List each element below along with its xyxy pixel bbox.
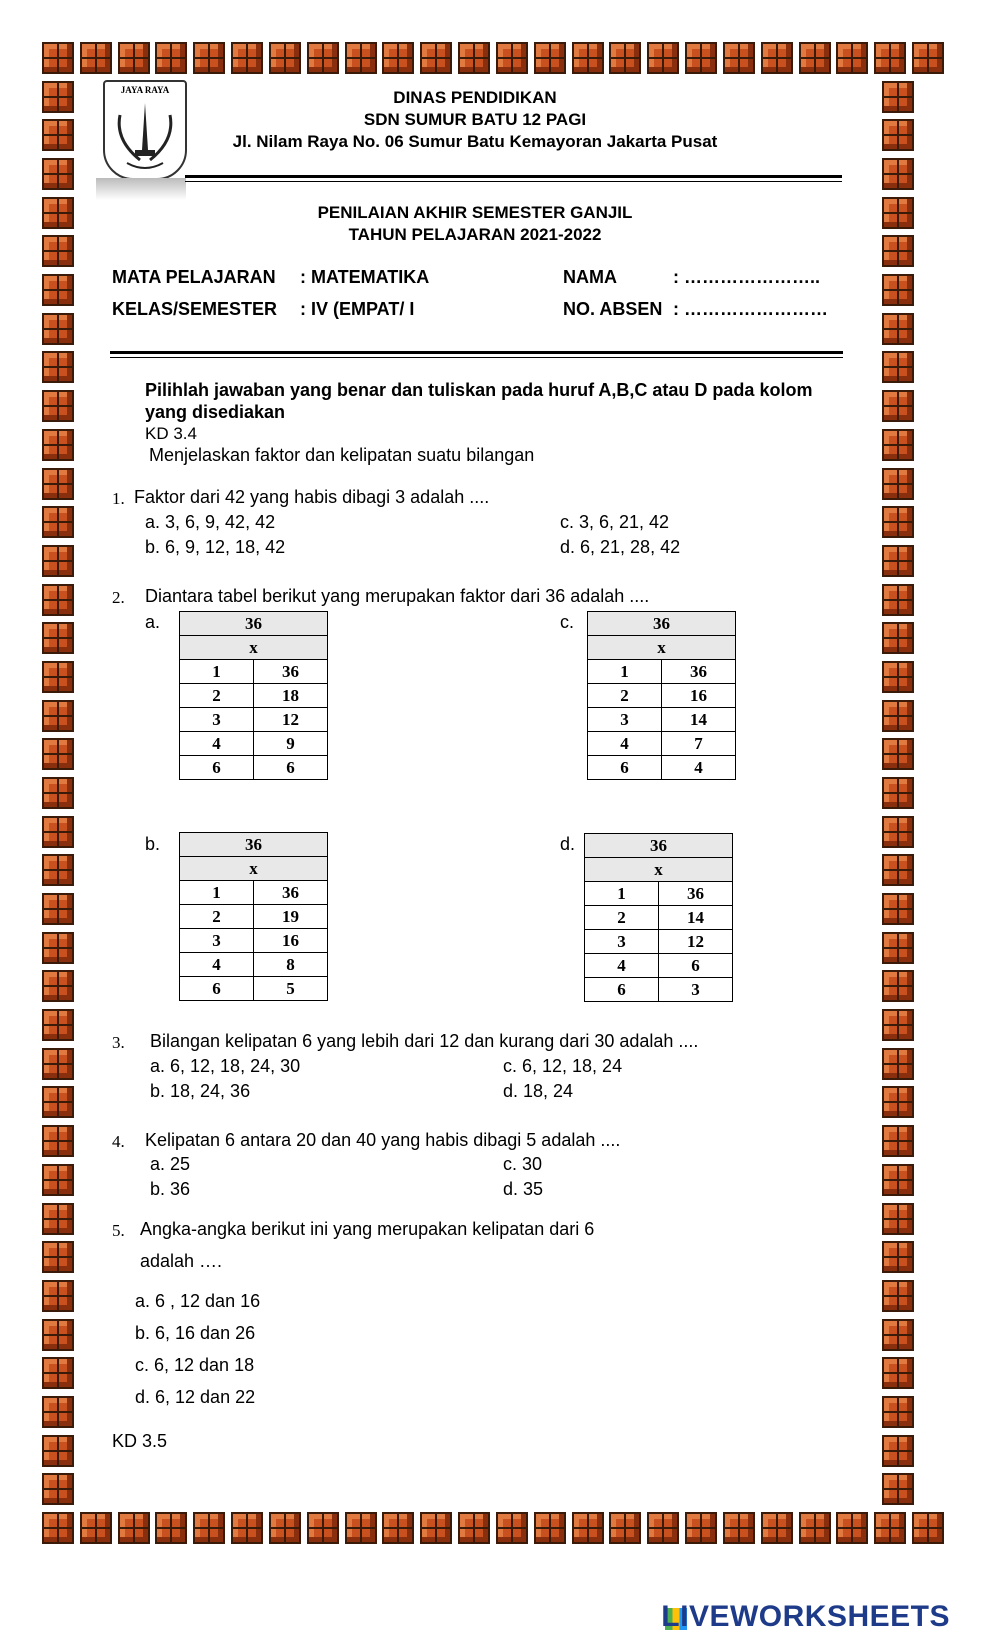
- brick-icon: [882, 738, 914, 770]
- brick-icon: [42, 119, 74, 151]
- brick-icon: [882, 468, 914, 500]
- brick-icon: [42, 1512, 74, 1544]
- table-cell: 7: [662, 732, 736, 756]
- class-value: : IV (EMPAT/ I: [300, 299, 415, 319]
- table-row: [180, 684, 328, 708]
- table-row: [588, 612, 736, 636]
- table-cell: 5: [254, 977, 328, 1001]
- name-label: NAMA: [563, 267, 617, 287]
- brick-icon: [193, 1512, 225, 1544]
- subject-value: : MATEMATIKA: [300, 267, 430, 287]
- table-cell: 36: [254, 881, 328, 905]
- table-row: [180, 708, 328, 732]
- brick-icon: [155, 42, 187, 74]
- table-row: [180, 660, 328, 684]
- brick-icon: [42, 1125, 74, 1157]
- school-logo: [103, 80, 187, 180]
- brick-icon: [647, 42, 679, 74]
- table-row: [180, 881, 328, 905]
- brick-icon: [874, 1512, 906, 1544]
- brick-icon: [42, 1009, 74, 1041]
- kd-description: Menjelaskan faktor dan kelipatan suatu bilangan: [149, 445, 535, 465]
- brick-icon: [42, 390, 74, 422]
- brick-icon: [882, 661, 914, 693]
- brick-icon: [836, 42, 868, 74]
- table-cell: 3: [180, 708, 254, 732]
- brick-icon: [42, 1435, 74, 1467]
- header-rule-thin: [185, 181, 842, 182]
- table-cell: 6: [585, 978, 659, 1002]
- kd-label: KD 3.4: [145, 424, 197, 443]
- q2-table-d: [584, 833, 733, 1002]
- table-cell: 36: [588, 612, 736, 636]
- brick-icon: [42, 158, 74, 190]
- table-cell: 4: [180, 732, 254, 756]
- q1-option-a[interactable]: a. 3, 6, 9, 42, 42: [145, 512, 276, 532]
- q4-option-b[interactable]: b. 36: [150, 1179, 191, 1199]
- table-cell: 6: [588, 756, 662, 780]
- brick-icon: [761, 42, 793, 74]
- table-cell: 9: [254, 732, 328, 756]
- brick-icon: [42, 1357, 74, 1389]
- brick-icon: [42, 313, 74, 345]
- brick-icon: [42, 854, 74, 886]
- brick-icon: [42, 970, 74, 1002]
- table-row: [588, 636, 736, 660]
- q4-option-a[interactable]: a. 25: [150, 1154, 191, 1174]
- name-field[interactable]: : …………………..: [673, 267, 820, 287]
- kd-3-5-label: KD 3.5: [112, 1431, 168, 1451]
- table-cell: 3: [659, 978, 733, 1002]
- table-row: [180, 929, 328, 953]
- table-row: [180, 953, 328, 977]
- brick-icon: [799, 42, 831, 74]
- brick-icon: [882, 429, 914, 461]
- table-cell: 3: [180, 929, 254, 953]
- q4-number: 4.: [112, 1132, 125, 1151]
- brick-icon: [912, 1512, 944, 1544]
- brick-icon: [882, 1203, 914, 1235]
- table-cell: 1: [585, 882, 659, 906]
- table-row: [585, 882, 733, 906]
- table-row: [180, 612, 328, 636]
- watermark: LIVEWORKSHEETS: [661, 1600, 950, 1633]
- brick-icon: [118, 42, 150, 74]
- absen-label: NO. ABSEN: [563, 299, 663, 319]
- table-cell: 4: [588, 732, 662, 756]
- table-cell: x: [180, 857, 328, 881]
- brick-icon: [307, 42, 339, 74]
- table-cell: 2: [585, 906, 659, 930]
- table-row: [180, 857, 328, 881]
- table-cell: 14: [662, 708, 736, 732]
- table-cell: 1: [180, 881, 254, 905]
- brick-icon: [882, 351, 914, 383]
- brick-icon: [231, 42, 263, 74]
- q3-text: Bilangan kelipatan 6 yang lebih dari 12 dan kurang dari 30 adalah ....: [150, 1031, 699, 1051]
- brick-icon: [42, 468, 74, 500]
- table-cell: x: [180, 636, 328, 660]
- brick-icon: [882, 1164, 914, 1196]
- q5-option-b[interactable]: b. 6, 16 dan 26: [135, 1323, 256, 1343]
- brick-icon: [882, 893, 914, 925]
- brick-icon: [882, 1241, 914, 1273]
- table-row: [588, 756, 736, 780]
- table-cell: 14: [659, 906, 733, 930]
- table-cell: 6: [180, 756, 254, 780]
- brick-icon: [80, 42, 112, 74]
- brick-icon: [882, 1473, 914, 1505]
- table-row: [585, 930, 733, 954]
- brick-icon: [345, 1512, 377, 1544]
- brick-icon: [420, 1512, 452, 1544]
- brick-icon: [42, 584, 74, 616]
- brick-icon: [42, 545, 74, 577]
- brick-icon: [307, 1512, 339, 1544]
- brick-icon: [882, 506, 914, 538]
- table-cell: 1: [180, 660, 254, 684]
- table-cell: 6: [254, 756, 328, 780]
- table-row: [180, 905, 328, 929]
- table-row: [585, 978, 733, 1002]
- brick-icon: [42, 197, 74, 229]
- q2-option-d[interactable]: d.: [560, 834, 576, 854]
- brick-icon: [42, 1048, 74, 1080]
- brick-icon: [882, 1396, 914, 1428]
- brick-icon: [882, 584, 914, 616]
- table-row: [180, 636, 328, 660]
- table-cell: 36: [659, 882, 733, 906]
- brick-icon: [269, 1512, 301, 1544]
- brick-icon: [882, 274, 914, 306]
- q1-option-c[interactable]: c. 3, 6, 21, 42: [560, 512, 670, 532]
- q2-option-b[interactable]: b.: [145, 834, 161, 854]
- q1-text: Faktor dari 42 yang habis dibagi 3 adalah ....: [134, 487, 490, 507]
- brick-icon: [609, 1512, 641, 1544]
- exam-title-2: TAHUN PELAJARAN 2021-2022: [348, 225, 602, 244]
- table-row: [588, 684, 736, 708]
- brick-icon: [647, 1512, 679, 1544]
- brick-icon: [882, 1086, 914, 1118]
- table-row: [180, 732, 328, 756]
- table-cell: 4: [662, 756, 736, 780]
- q5-option-a[interactable]: a. 6 , 12 dan 16: [135, 1291, 261, 1311]
- q4-option-c[interactable]: c. 30: [503, 1154, 543, 1174]
- q2-option-c[interactable]: c.: [560, 612, 575, 632]
- instruction-text-2: yang disediakan: [145, 402, 286, 422]
- table-cell: 12: [254, 708, 328, 732]
- info-rule-thin: [110, 357, 843, 358]
- brick-icon: [723, 1512, 755, 1544]
- table-cell: 6: [180, 977, 254, 1001]
- brick-icon: [882, 81, 914, 113]
- brick-icon: [231, 1512, 263, 1544]
- table-row: [585, 834, 733, 858]
- brick-icon: [42, 1164, 74, 1196]
- brick-icon: [882, 390, 914, 422]
- table-row: [588, 732, 736, 756]
- brick-icon: [42, 1319, 74, 1351]
- table-cell: 8: [254, 953, 328, 977]
- brick-icon: [42, 893, 74, 925]
- q4-option-d[interactable]: d. 35: [503, 1179, 544, 1199]
- table-cell: 12: [659, 930, 733, 954]
- brick-icon: [458, 42, 490, 74]
- brick-icon: [882, 545, 914, 577]
- table-row: [180, 756, 328, 780]
- brick-icon: [42, 932, 74, 964]
- absen-field[interactable]: : ……………………: [673, 299, 828, 319]
- q2-table-c: [587, 611, 736, 780]
- q3-option-d[interactable]: d. 18, 24: [503, 1081, 574, 1101]
- table-row: [180, 833, 328, 857]
- brick-icon: [193, 42, 225, 74]
- brick-icon: [42, 429, 74, 461]
- header-rule: [185, 175, 842, 178]
- class-label: KELAS/SEMESTER: [112, 299, 278, 319]
- brick-icon: [269, 42, 301, 74]
- brick-icon: [685, 42, 717, 74]
- brick-icon: [882, 1048, 914, 1080]
- q4-text: Kelipatan 6 antara 20 dan 40 yang habis dibagi 5 adalah ....: [145, 1130, 621, 1150]
- table-row: [588, 660, 736, 684]
- table-row: [180, 977, 328, 1001]
- table-cell: 2: [180, 684, 254, 708]
- table-cell: 1: [588, 660, 662, 684]
- table-cell: 36: [662, 660, 736, 684]
- brick-icon: [882, 313, 914, 345]
- brick-icon: [42, 1280, 74, 1312]
- subject-label: MATA PELAJARAN: [112, 267, 276, 287]
- brick-icon: [761, 1512, 793, 1544]
- brick-icon: [42, 1203, 74, 1235]
- brick-icon: [882, 854, 914, 886]
- brick-icon: [882, 1319, 914, 1351]
- brick-icon: [572, 42, 604, 74]
- brick-icon: [882, 932, 914, 964]
- brick-icon: [882, 1009, 914, 1041]
- q1-option-b[interactable]: b. 6, 9, 12, 18, 42: [145, 537, 286, 557]
- brick-icon: [836, 1512, 868, 1544]
- header-line-2: SDN SUMUR BATU 12 PAGI: [363, 110, 587, 129]
- q2-option-a[interactable]: a.: [145, 612, 161, 632]
- table-cell: 3: [588, 708, 662, 732]
- brick-icon: [882, 119, 914, 151]
- q5-option-d[interactable]: d. 6, 12 dan 22: [135, 1387, 256, 1407]
- brick-icon: [42, 1086, 74, 1118]
- brick-icon: [799, 1512, 831, 1544]
- brick-icon: [42, 1473, 74, 1505]
- brick-icon: [874, 42, 906, 74]
- table-cell: 3: [585, 930, 659, 954]
- table-cell: 36: [180, 833, 328, 857]
- table-cell: 16: [254, 929, 328, 953]
- table-cell: 4: [585, 954, 659, 978]
- brick-icon: [42, 622, 74, 654]
- brick-icon: [42, 1396, 74, 1428]
- q2-table-b: [179, 832, 328, 1001]
- brick-icon: [42, 235, 74, 267]
- brick-icon: [382, 1512, 414, 1544]
- brick-icon: [118, 1512, 150, 1544]
- brick-icon: [42, 351, 74, 383]
- q5-option-c[interactable]: c. 6, 12 dan 18: [135, 1355, 255, 1375]
- brick-icon: [882, 158, 914, 190]
- q1-number: 1.: [112, 489, 125, 508]
- q2-number: 2.: [112, 588, 125, 607]
- table-cell: 19: [254, 905, 328, 929]
- table-cell: 36: [585, 834, 733, 858]
- brick-icon: [882, 777, 914, 809]
- brick-icon: [155, 1512, 187, 1544]
- brick-icon: [572, 1512, 604, 1544]
- header-line-3: Jl. Nilam Raya No. 06 Sumur Batu Kemayoran Jakarta Pusat: [232, 132, 718, 151]
- table-cell: 36: [180, 612, 328, 636]
- table-row: [588, 708, 736, 732]
- brick-icon: [345, 42, 377, 74]
- brick-icon: [912, 42, 944, 74]
- q5-number: 5.: [112, 1221, 125, 1240]
- brick-icon: [534, 1512, 566, 1544]
- brick-icon: [42, 81, 74, 113]
- q2-text: Diantara tabel berikut yang merupakan faktor dari 36 adalah ....: [145, 586, 650, 606]
- brick-icon: [382, 42, 414, 74]
- q3-option-c[interactable]: c. 6, 12, 18, 24: [503, 1056, 623, 1076]
- brick-icon: [723, 42, 755, 74]
- brick-icon: [882, 1280, 914, 1312]
- brick-icon: [534, 42, 566, 74]
- table-cell: 36: [254, 660, 328, 684]
- brick-icon: [882, 197, 914, 229]
- brick-icon: [882, 1435, 914, 1467]
- q1-option-d[interactable]: d. 6, 21, 28, 42: [560, 537, 681, 557]
- table-cell: 6: [659, 954, 733, 978]
- brick-icon: [42, 42, 74, 74]
- brick-icon: [882, 235, 914, 267]
- q3-option-b[interactable]: b. 18, 24, 36: [150, 1081, 251, 1101]
- brick-icon: [882, 1125, 914, 1157]
- table-row: [585, 954, 733, 978]
- logo-shadow: [96, 178, 186, 200]
- brick-icon: [882, 1357, 914, 1389]
- table-cell: 16: [662, 684, 736, 708]
- table-cell: x: [588, 636, 736, 660]
- brick-icon: [609, 42, 641, 74]
- brick-icon: [685, 1512, 717, 1544]
- brick-icon: [42, 700, 74, 732]
- brick-icon: [42, 1241, 74, 1273]
- q3-number: 3.: [112, 1033, 125, 1052]
- brick-icon: [420, 42, 452, 74]
- table-cell: 2: [588, 684, 662, 708]
- brick-icon: [496, 1512, 528, 1544]
- table-row: [585, 906, 733, 930]
- brick-icon: [882, 622, 914, 654]
- brick-icon: [42, 777, 74, 809]
- q5-text-2: adalah ….: [140, 1251, 223, 1271]
- brick-icon: [882, 700, 914, 732]
- brick-icon: [42, 506, 74, 538]
- brick-icon: [42, 816, 74, 848]
- monument-icon: [105, 95, 185, 175]
- table-cell: 4: [180, 953, 254, 977]
- brick-icon: [42, 738, 74, 770]
- table-cell: 18: [254, 684, 328, 708]
- info-rule: [110, 351, 843, 354]
- brick-icon: [882, 970, 914, 1002]
- q3-option-a[interactable]: a. 6, 12, 18, 24, 30: [150, 1056, 301, 1076]
- brick-icon: [42, 274, 74, 306]
- header-line-1: DINAS PENDIDIKAN: [393, 88, 557, 107]
- brick-icon: [882, 816, 914, 848]
- brick-icon: [458, 1512, 490, 1544]
- exam-title-1: PENILAIAN AKHIR SEMESTER GANJIL: [317, 203, 633, 222]
- table-cell: 2: [180, 905, 254, 929]
- q5-text-1: Angka-angka berikut ini yang merupakan kelipatan dari 6: [140, 1219, 595, 1239]
- table-row: [585, 858, 733, 882]
- q2-table-a: [179, 611, 328, 780]
- logo-text: JAYA RAYA: [120, 85, 170, 95]
- brick-icon: [80, 1512, 112, 1544]
- brick-icon: [42, 661, 74, 693]
- instruction-text-1: Pilihlah jawaban yang benar dan tuliskan pada huruf A,B,C atau D pada kolom: [145, 380, 813, 400]
- brick-icon: [496, 42, 528, 74]
- table-cell: x: [585, 858, 733, 882]
